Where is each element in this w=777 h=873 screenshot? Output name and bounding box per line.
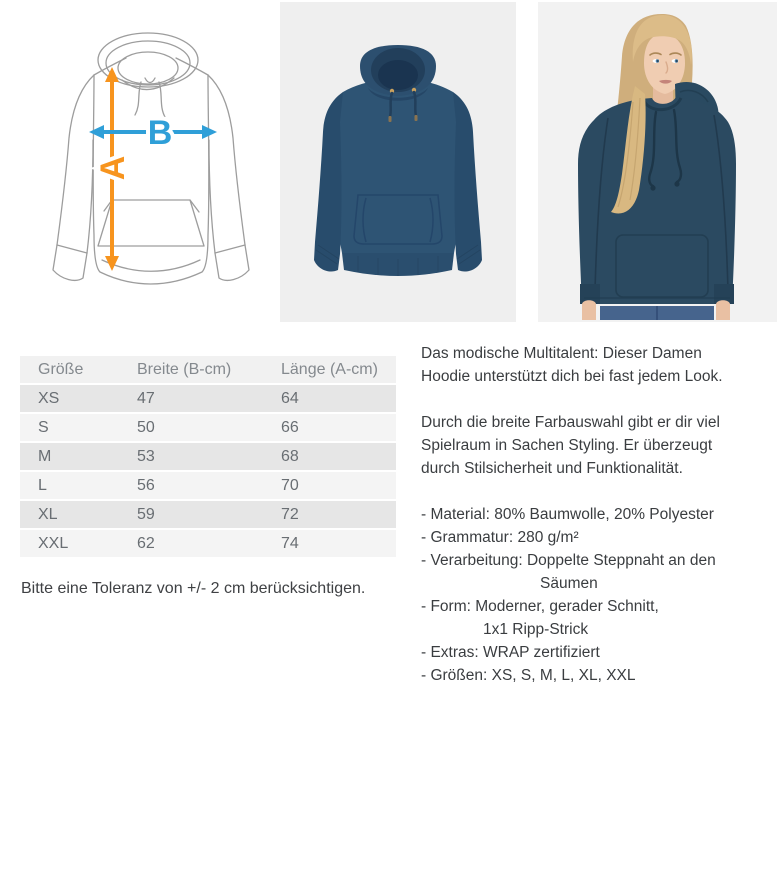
table-row-xxl	[20, 530, 396, 559]
tolerance-note: Bitte eine Toleranz von +/- 2 cm berücksichtigen.	[21, 580, 366, 597]
cell-size: XS	[20, 385, 119, 414]
table-row-xl	[20, 501, 396, 530]
table-row-m	[20, 443, 396, 472]
size-table-section	[20, 356, 396, 598]
cell-breite: 47	[119, 385, 263, 414]
cell-size: S	[20, 414, 119, 443]
cell-size: XL	[20, 501, 119, 530]
size-table-header-row	[20, 356, 396, 385]
cell-breite: 50	[119, 414, 263, 443]
description-line: Durch die breite Farbauswahl gibt er dir viel	[421, 414, 720, 431]
description-line: Hoodie unterstützt dich bei fast jedem Look.	[421, 368, 723, 385]
length-label-a: A	[94, 155, 132, 181]
cell-laenge: 74	[263, 530, 396, 559]
cell-breite: 53	[119, 443, 263, 472]
cell-laenge: 68	[263, 443, 396, 472]
description-line-blank	[421, 480, 771, 503]
size-table	[20, 356, 396, 559]
product-photo-model	[538, 2, 777, 322]
hoodie-outline	[53, 33, 249, 284]
cell-laenge: 70	[263, 472, 396, 501]
cell-laenge: 72	[263, 501, 396, 530]
description-line-blank	[421, 388, 771, 411]
measurement-diagram	[38, 20, 270, 302]
table-row-xs	[20, 385, 396, 414]
cell-breite: 62	[119, 530, 263, 559]
col-header-breite: Breite (B-cm)	[119, 356, 263, 385]
table-row-l	[20, 472, 396, 501]
table-row-s	[20, 414, 396, 443]
cell-size: M	[20, 443, 119, 472]
description-line: Das modische Multitalent: Dieser Damen	[421, 345, 702, 362]
description-line: durch Stilsicherheit und Funktionalität.	[421, 460, 683, 477]
width-label-b: B	[147, 114, 173, 152]
cell-size: L	[20, 472, 119, 501]
right-hand	[716, 300, 730, 320]
spec-grammatur: - Grammatur: 280 g/m²	[421, 529, 579, 546]
cell-size: XXL	[20, 530, 119, 559]
product-photo-flat	[280, 2, 516, 322]
spec-form-cont: 1x1 Ripp-Strick	[483, 621, 589, 638]
spec-verarbeitung: - Verarbeitung: Doppelte Steppnaht an den	[421, 552, 716, 569]
col-header-laenge: Länge (A-cm)	[263, 356, 396, 385]
cell-breite: 59	[119, 501, 263, 530]
hoodie-outline-drawing-icon	[38, 20, 270, 302]
spec-extras: - Extras: WRAP zertifiziert	[421, 644, 600, 661]
cell-breite: 56	[119, 472, 263, 501]
left-hand	[582, 300, 596, 320]
col-header-groesse: Größe	[20, 356, 119, 385]
width-arrow-b	[89, 114, 217, 152]
right-sleeve	[453, 92, 482, 272]
hoodie-flat-front-icon	[280, 2, 516, 322]
cell-laenge: 66	[263, 414, 396, 443]
spec-form: - Form: Moderner, gerader Schnitt,	[421, 598, 659, 615]
hoodie-on-model	[578, 97, 736, 304]
product-description	[421, 342, 771, 687]
cell-laenge: 64	[263, 385, 396, 414]
model-wearing-hoodie-icon	[538, 2, 777, 322]
description-line: Spielraum in Sachen Styling. Er überzeugt	[421, 437, 713, 454]
left-sleeve	[314, 92, 343, 272]
kangaroo-pocket	[354, 195, 442, 244]
spec-material: - Material: 80% Baumwolle, 20% Polyester	[421, 506, 714, 523]
spec-verarbeitung-cont: Säumen	[540, 575, 598, 592]
spec-groessen: - Größen: XS, S, M, L, XL, XXL	[421, 667, 636, 684]
